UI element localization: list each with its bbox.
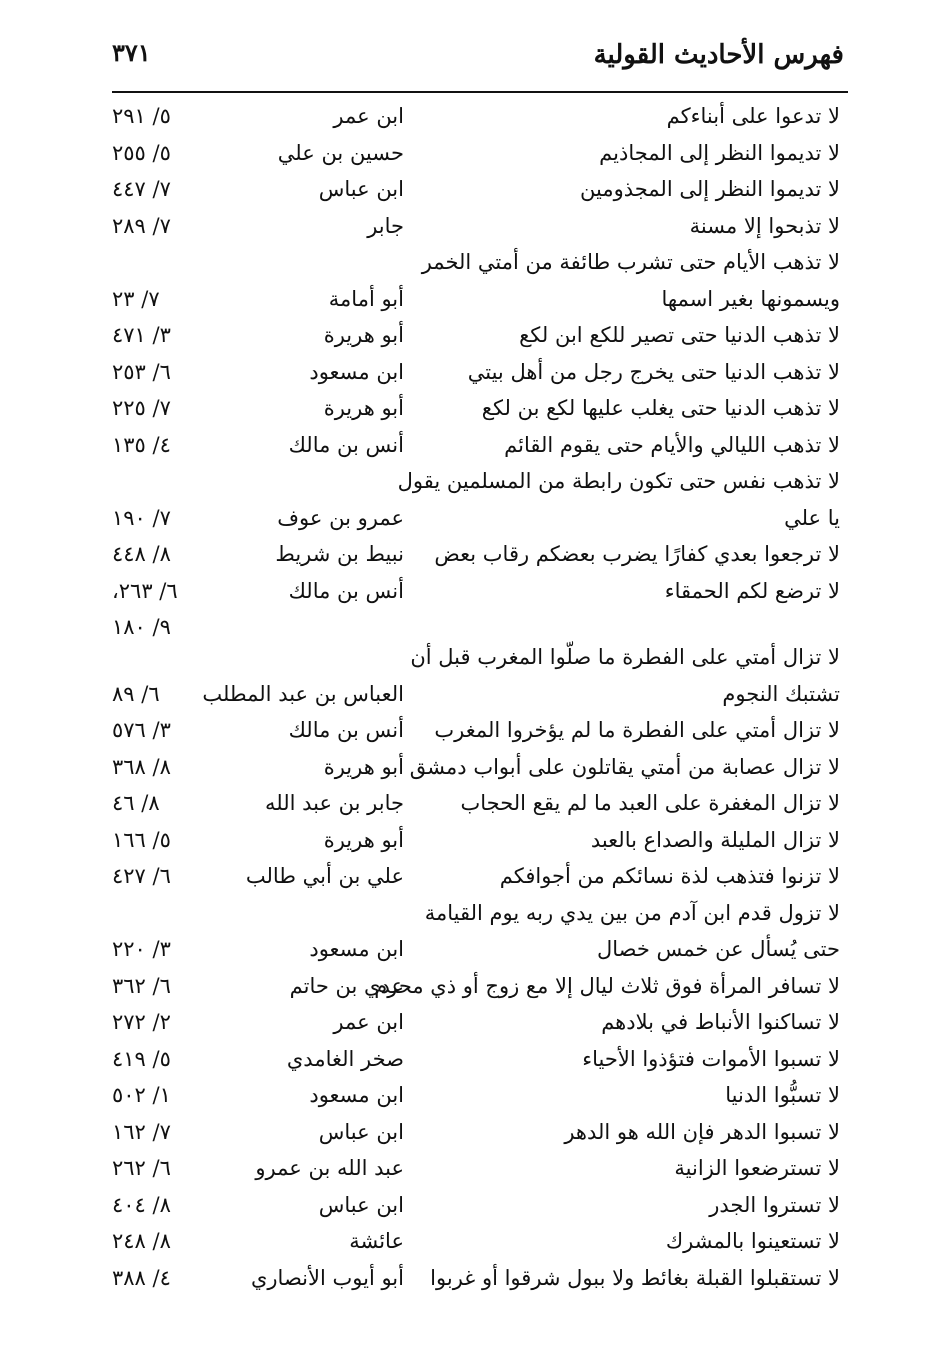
index-row — [0, 1118, 934, 1155]
page-number: ٣٧١ — [112, 38, 151, 67]
hadith-text: لا تذهب الأيام حتى تشرب طائفة من أمتي الخمر — [421, 250, 840, 274]
index-row — [0, 862, 934, 899]
index-row — [0, 467, 934, 504]
hadith-text: لا تزنوا فتذهب لذة نسائكم من أجوافكم — [499, 864, 840, 888]
volume-page-ref: ٣/ ٢٢٠ — [112, 937, 171, 961]
volume-page-ref: ٦/ ٤٢٧ — [112, 864, 171, 888]
hadith-text: لا ترجعوا بعدي كفارًا يضرب بعضكم رقاب بعض — [434, 542, 840, 566]
volume-page-ref: ٤/ ١٣٥ — [112, 432, 171, 457]
volume-page-ref: ٧/ ١٦٢ — [112, 1119, 171, 1144]
index-row — [0, 680, 934, 717]
header-rule — [112, 91, 848, 93]
index-row — [0, 613, 934, 643]
index-row — [0, 358, 934, 395]
hadith-text: لا تذهب الدنيا حتى يغلب عليها لكع بن لكع — [481, 396, 840, 420]
index-row — [0, 826, 934, 863]
volume-page-ref: ٣/ ٤٧١ — [112, 323, 171, 347]
narrator-name: جابر بن عبد الله — [264, 791, 404, 815]
narrator-name: ابن عباس — [318, 1119, 404, 1144]
page-title: فهرس الأحاديث القولية — [593, 40, 844, 70]
index-row — [0, 643, 934, 680]
hadith-text: لا تدعوا على أبناءكم — [666, 104, 840, 128]
narrator-name: أنس بن مالك — [288, 718, 404, 742]
narrator-name: جابر — [367, 213, 404, 238]
index-row — [0, 1264, 934, 1301]
hadith-text: لا تسبوا الدهر فإن الله هو الدهر — [564, 1119, 840, 1144]
narrator-name: ابن مسعود — [309, 1083, 404, 1107]
volume-page-ref: ٣/ ٥٧٦ — [112, 718, 171, 742]
volume-page-ref: ٩/ ١٨٠ — [112, 615, 171, 639]
hadith-text: لا تذهب الليالي والأيام حتى يقوم القائم — [504, 432, 840, 457]
volume-page-ref: ٨/ ٤٠٤ — [112, 1192, 171, 1217]
hadith-text: لا تزال عصابة من أمتي يقاتلون على أبواب دمشق — [409, 754, 840, 779]
narrator-name: أبو هريرة — [323, 827, 404, 852]
narrator-name: أبو هريرة — [323, 396, 404, 420]
index-row — [0, 1154, 934, 1191]
volume-page-ref: ٤/ ٣٨٨ — [112, 1265, 171, 1290]
index-row — [0, 212, 934, 249]
volume-page-ref: ٦/ ٢٦٢ — [112, 1156, 171, 1180]
hadith-text: لا تستعينوا بالمشرك — [665, 1229, 840, 1253]
volume-page-ref: ٧/ ٢٨٩ — [112, 213, 171, 238]
index-row — [0, 1045, 934, 1082]
volume-page-ref: ٦/ ٢٦٣، — [112, 578, 178, 603]
volume-page-ref: ٨/ ٤٤٨ — [112, 542, 171, 566]
narrator-name: عمرو بن عوف — [277, 505, 404, 530]
volume-page-ref: ٨/ ٤٦ — [112, 791, 160, 815]
hadith-text: لا ترضع لكم الحمقاء — [664, 578, 840, 603]
narrator-name: حسين بن علي — [277, 140, 404, 165]
volume-page-ref: ٧/ ٤٤٧ — [112, 177, 171, 201]
volume-page-ref: ٨/ ٢٤٨ — [112, 1229, 171, 1253]
narrator-name: نبيط بن شريط — [275, 542, 404, 566]
hadith-text: لا تديموا النظر إلى المجذومين — [580, 177, 840, 201]
index-row — [0, 139, 934, 176]
volume-page-ref: ٢/ ٢٧٢ — [112, 1010, 171, 1034]
hadith-text: لا تذهب الدنيا حتى يخرج رجل من أهل بيتي — [467, 359, 840, 384]
index-row — [0, 321, 934, 358]
volume-page-ref: ٨/ ٣٦٨ — [112, 754, 171, 779]
hadith-text: لا تديموا النظر إلى المجاذيم — [599, 140, 840, 165]
narrator-name: ابن عباس — [318, 1192, 404, 1217]
index-row — [0, 540, 934, 577]
index-row — [0, 285, 934, 322]
narrator-name: أنس بن مالك — [288, 432, 404, 457]
narrator-name: صخر الغامدي — [286, 1046, 404, 1071]
narrator-name: أنس بن مالك — [288, 578, 404, 603]
hadith-text: ويسمونها بغير اسمها — [661, 286, 840, 311]
index-row — [0, 716, 934, 753]
hadith-text: لا تزال أمتي على الفطرة ما صلّوا المغرب قبل أن — [410, 645, 840, 669]
narrator-name: عدي بن حاتم — [289, 973, 404, 998]
hadith-text: لا تذهب نفس حتى تكون رابطة من المسلمين يقول — [397, 469, 840, 493]
hadith-text: لا تذهب الدنيا حتى تصير للكع ابن لكع — [519, 323, 840, 347]
index-row — [0, 248, 934, 285]
narrator-name: أبو أمامة — [328, 286, 404, 311]
narrator-name: ابن مسعود — [309, 937, 404, 961]
hadith-text: لا تزال أمتي على الفطرة ما لم يؤخروا المغرب — [434, 718, 840, 742]
volume-page-ref: ٧/ ١٩٠ — [112, 505, 171, 530]
narrator-name: علي بن أبي طالب — [245, 864, 404, 888]
volume-page-ref: ٧/ ٢٢٥ — [112, 396, 171, 420]
index-row — [0, 789, 934, 826]
page-header — [60, 30, 874, 80]
narrator-name: ابن عمر — [333, 104, 404, 128]
narrator-name: عبد الله بن عمرو — [255, 1156, 404, 1180]
hadith-text: لا تسبوا الأموات فتؤذوا الأحياء — [582, 1046, 840, 1071]
index-row — [0, 504, 934, 541]
index-row — [0, 1191, 934, 1228]
hadith-text: تشتبك النجوم — [722, 681, 840, 706]
hadith-text: لا تذبحوا إلا مسنة — [689, 213, 840, 238]
volume-page-ref: ٥/ ٢٩١ — [112, 104, 171, 128]
index-row — [0, 1008, 934, 1045]
index-row — [0, 1227, 934, 1264]
index-row — [0, 899, 934, 936]
volume-page-ref: ١/ ٥٠٢ — [112, 1083, 171, 1107]
narrator-name: أبو أيوب الأنصاري — [250, 1265, 404, 1290]
hadith-text: لا تستروا الجدر — [709, 1192, 840, 1217]
hadith-text: لا تستقبلوا القبلة بغائط ولا ببول شرقوا أو غربوا — [430, 1265, 840, 1290]
hadith-text: حتى يُسأل عن خمس خصال — [596, 937, 840, 961]
hadith-text: لا تسبُّوا الدنيا — [725, 1083, 840, 1107]
volume-page-ref: ٧/ ٢٣ — [112, 286, 160, 311]
narrator-name: ابن عباس — [318, 177, 404, 201]
volume-page-ref: ٥/ ٤١٩ — [112, 1046, 171, 1071]
hadith-text: يا علي — [784, 505, 840, 530]
index-row — [0, 1081, 934, 1118]
index-row — [0, 394, 934, 431]
volume-page-ref: ٦/ ٨٩ — [112, 681, 160, 706]
volume-page-ref: ٦/ ٢٥٣ — [112, 359, 171, 384]
index-row — [0, 175, 934, 212]
volume-page-ref: ٥/ ١٦٦ — [112, 827, 171, 852]
hadith-text: لا تسافر المرأة فوق ثلاث ليال إلا مع زوج أو ذي محرم — [374, 973, 840, 998]
volume-page-ref: ٦/ ٣٦٢ — [112, 973, 171, 998]
hadith-text: لا تزال المليلة والصداع بالعبد — [590, 827, 840, 852]
narrator-name: أبو هريرة — [323, 754, 404, 779]
narrator-name: أبو هريرة — [323, 323, 404, 347]
index-row — [0, 753, 934, 790]
narrator-name: عائشة — [349, 1229, 404, 1253]
narrator-name: ابن عمر — [333, 1010, 404, 1034]
index-row — [0, 102, 934, 139]
index-row — [0, 972, 934, 1009]
index-row — [0, 577, 934, 614]
hadith-text: لا تسترضعوا الزانية — [674, 1156, 840, 1180]
hadith-text: لا تزال المغفرة على العبد ما لم يقع الحجاب — [460, 791, 840, 815]
hadith-index-list — [0, 102, 934, 1300]
index-row — [0, 431, 934, 468]
narrator-name: ابن مسعود — [309, 359, 404, 384]
narrator-name: العباس بن عبد المطلب — [202, 681, 404, 706]
hadith-text: لا تزول قدم ابن آدم من بين يدي ربه يوم القيامة — [424, 900, 840, 925]
hadith-text: لا تساكنوا الأنباط في بلادهم — [601, 1010, 840, 1034]
index-row — [0, 935, 934, 972]
volume-page-ref: ٥/ ٢٥٥ — [112, 140, 171, 165]
